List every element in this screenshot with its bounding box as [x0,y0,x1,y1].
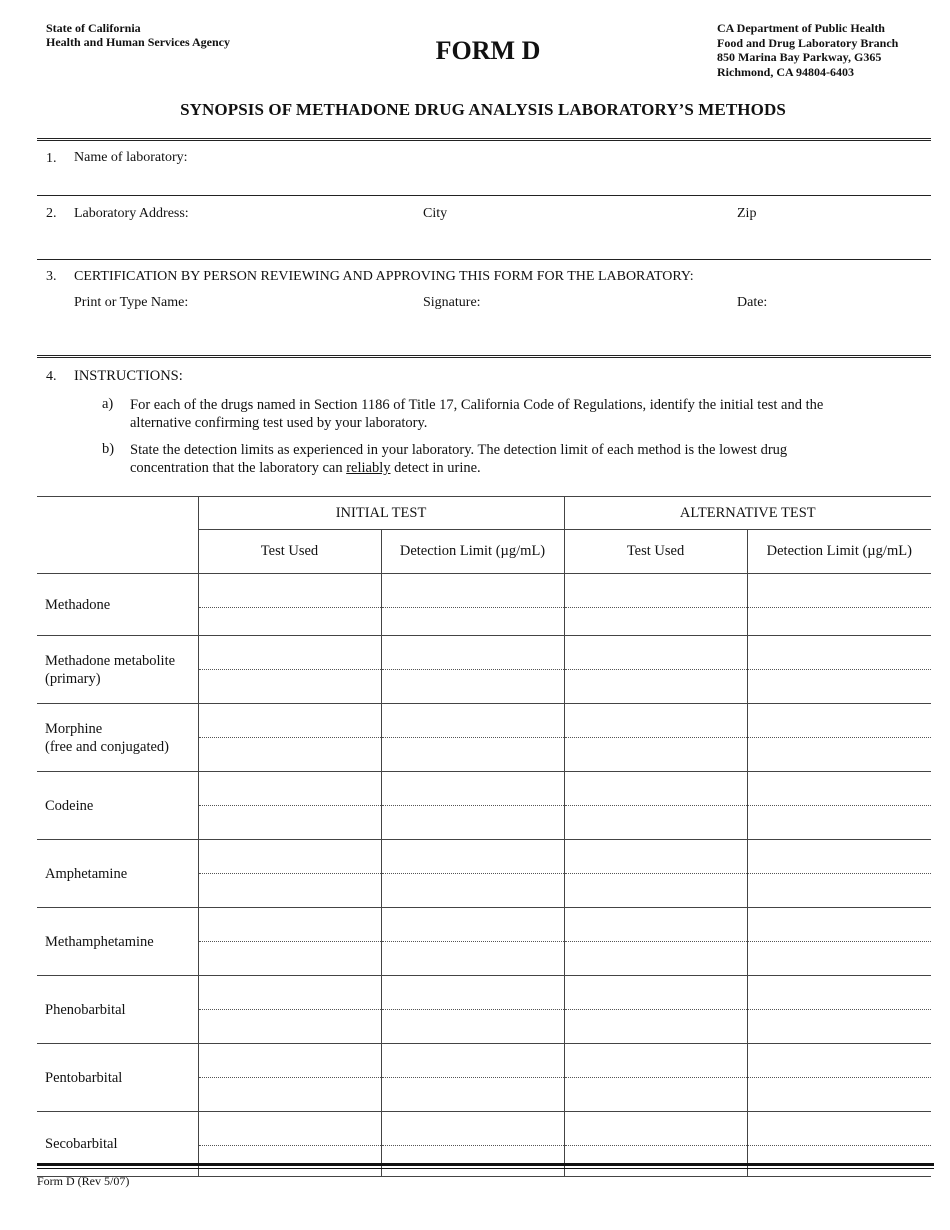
table-row [37,1044,931,1078]
instruction-b-line1: State the detection limits as experienced in your laboratory. The detection limit of each method is the lowest drug [130,442,788,458]
print-name-label: Print or Type Name: [74,295,189,310]
initial-test-used-cell[interactable] [198,806,381,840]
alternative-detection-limit-cell[interactable] [747,738,931,772]
alternative-test-used-cell[interactable] [564,704,747,738]
initial-test-used-cell[interactable] [198,608,381,636]
alternative-test-used-cell[interactable] [564,738,747,772]
initial-detection-limit-cell[interactable] [381,1078,564,1112]
branch-name: Food and Drug Laboratory Branch [717,35,899,50]
section-1-number: 1. [46,151,57,166]
address-city: Richmond, CA 94804-6403 [717,64,855,79]
initial-test-used-cell[interactable] [198,874,381,908]
initial-test-used-cell[interactable] [198,942,381,976]
section-3-number: 3. [46,269,57,284]
instruction-b-letter: b) [102,441,115,457]
instruction-a-line2: alternative confirming test used by your laboratory. [130,415,428,431]
alternative-test-used-cell[interactable] [564,574,747,608]
initial-detection-limit-cell[interactable] [381,1010,564,1044]
alternative-test-used-cell[interactable] [564,1044,747,1078]
initial-test-used-cell[interactable] [198,1010,381,1044]
initial-test-used-cell[interactable] [198,908,381,942]
drug-name [37,908,198,976]
alternative-test-used-cell[interactable] [564,908,747,942]
initial-detection-limit-cell[interactable] [381,806,564,840]
initial-test-used-cell[interactable] [198,772,381,806]
lab-name-label: Name of laboratory: [74,150,188,165]
initial-test-used-cell[interactable] [198,574,381,608]
initial-test-used-cell[interactable] [198,976,381,1010]
drug-name [37,840,198,908]
drug-name [37,574,198,636]
initial-detection-limit-cell[interactable] [381,976,564,1010]
alternative-detection-limit-cell[interactable] [747,772,931,806]
initial-test-used-cell[interactable] [198,704,381,738]
alternative-detection-limit-cell[interactable] [747,976,931,1010]
signature-field[interactable] [490,293,720,333]
instruction-b-line2-pre: concentration that the laboratory can [130,460,347,476]
instruction-a [130,396,900,432]
instruction-a-letter: a) [102,396,114,412]
drug-name-line1: Methamphetamine [45,933,154,950]
alternative-detection-limit-cell[interactable] [747,574,931,608]
section-4-number: 4. [46,369,57,384]
alternative-test-used-header: Test Used [564,530,747,574]
table-row [37,772,931,806]
drug-name [37,704,198,772]
initial-detection-limit-cell[interactable] [381,670,564,704]
lab-address-field[interactable] [200,204,410,226]
alternative-test-header: ALTERNATIVE TEST [564,497,931,530]
alternative-test-used-cell[interactable] [564,1146,747,1177]
print-name-field[interactable] [200,293,410,333]
alternative-detection-limit-cell[interactable] [747,1010,931,1044]
instruction-a-line1: For each of the drugs named in Section 1186 of Title 17, California Code of Regulations, identify the initial test and the [130,397,824,413]
initial-detection-limit-cell[interactable] [381,574,564,608]
zip-label: Zip [737,206,757,221]
drug-name-line1: Methadone metabolite [45,652,176,669]
drug-name-line1: Phenobarbital [45,1001,126,1018]
table-row [37,908,931,942]
alternative-detection-limit-cell[interactable] [747,1146,931,1177]
initial-test-header: INITIAL TEST [198,497,564,530]
table-row [37,840,931,874]
methods-table [37,496,931,1177]
initial-test-used-cell[interactable] [198,1146,381,1177]
instruction-b-line2-post: detect in urine. [390,460,481,476]
initial-detection-limit-cell[interactable] [381,772,564,806]
table-row [37,704,931,738]
initial-detection-limit-cell[interactable] [381,942,564,976]
alternative-detection-limit-cell[interactable] [747,1112,931,1146]
footer-divider [37,1163,934,1169]
department-header [717,21,898,79]
drug-name [37,772,198,840]
drug-name-line1: Morphine [45,720,103,737]
alternative-test-used-cell[interactable] [564,874,747,908]
drug-name [37,636,198,704]
initial-detection-limit-cell[interactable] [381,1112,564,1146]
alternative-test-used-cell[interactable] [564,942,747,976]
initial-test-used-cell[interactable] [198,738,381,772]
agency-name: Health and Human Services Agency [46,35,231,49]
emphasis-reliably: reliably [346,460,391,476]
initial-detection-limit-cell[interactable] [381,608,564,636]
initial-detection-limit-cell[interactable] [381,908,564,942]
instruction-b [130,441,900,477]
lab-name-field[interactable] [200,148,920,170]
alternative-detection-limit-cell[interactable] [747,908,931,942]
alternative-detection-limit-cell[interactable] [747,942,931,976]
alternative-test-used-cell[interactable] [564,670,747,704]
certification-heading: CERTIFICATION BY PERSON REVIEWING AND APPROVING THIS FORM FOR THE LABORATORY: [74,269,694,284]
instruction-b-line2 [130,459,900,477]
drug-name-line1: Pentobarbital [45,1069,123,1086]
table-row [37,976,931,1010]
divider [37,138,931,143]
drug-name [37,1044,198,1112]
initial-test-used-cell[interactable] [198,840,381,874]
divider [37,195,931,196]
drug-name-line1: Codeine [45,797,94,814]
department-name: CA Department of Public Health [717,21,885,35]
alternative-detection-limit-cell[interactable] [747,670,931,704]
alternative-test-used-cell[interactable] [564,636,747,670]
page-title: SYNOPSIS OF METHADONE DRUG ANALYSIS LABORATORY’S METHODS [180,100,786,119]
alternative-test-used-cell[interactable] [564,806,747,840]
initial-test-used-cell[interactable] [198,670,381,704]
alternative-test-used-cell[interactable] [564,840,747,874]
date-label: Date: [737,295,768,310]
alternative-detection-limit-cell[interactable] [747,608,931,636]
alternative-test-used-cell[interactable] [564,1078,747,1112]
alternative-test-used-cell[interactable] [564,1010,747,1044]
city-field[interactable] [460,204,720,226]
address-street: 850 Marina Bay Parkway, G365 [717,50,882,64]
alternative-detection-limit-cell[interactable] [747,874,931,908]
initial-test-used-cell[interactable] [198,1078,381,1112]
divider [37,259,931,260]
section-2-number: 2. [46,206,57,221]
divider [37,355,931,360]
table-row [37,636,931,670]
alternative-detection-limit-cell[interactable] [747,1078,931,1112]
drug-name-line1: Amphetamine [45,865,128,882]
alternative-test-used-cell[interactable] [564,608,747,636]
signature-label: Signature: [423,295,481,310]
alternative-detection-limit-cell[interactable] [747,840,931,874]
initial-test-used-cell[interactable] [198,1112,381,1146]
initial-detection-limit-cell[interactable] [381,1146,564,1177]
lab-address-label: Laboratory Address: [74,206,189,221]
alternative-detection-limit-cell[interactable] [747,636,931,670]
drug-name-line2: (free and conjugated) [45,738,169,755]
state-name: State of California [46,21,141,35]
initial-detection-limit-cell[interactable] [381,840,564,874]
zip-field[interactable] [765,204,915,226]
alternative-detection-limit-header: Detection Limit (µg/mL) [747,530,931,574]
date-field[interactable] [775,293,915,333]
drug-name-line1: Methadone [45,596,111,613]
initial-test-used-header: Test Used [198,530,381,574]
form-title: FORM D [435,36,541,65]
initial-test-used-cell[interactable] [198,1044,381,1078]
initial-detection-limit-header: Detection Limit (µg/mL) [381,530,564,574]
table-row [37,1112,931,1146]
form-revision: Form D (Rev 5/07) [37,1174,130,1188]
initial-detection-limit-cell[interactable] [381,704,564,738]
initial-detection-limit-cell[interactable] [381,636,564,670]
initial-detection-limit-cell[interactable] [381,1044,564,1078]
city-label: City [423,206,448,221]
alternative-test-used-cell[interactable] [564,976,747,1010]
alternative-test-used-cell[interactable] [564,1112,747,1146]
initial-test-used-cell[interactable] [198,636,381,670]
drug-name-line1: Secobarbital [45,1136,118,1152]
alternative-detection-limit-cell[interactable] [747,1044,931,1078]
corner-cell [37,497,198,574]
table-row [37,574,931,608]
drug-name [37,976,198,1044]
alternative-test-used-cell[interactable] [564,772,747,806]
alternative-detection-limit-cell[interactable] [747,806,931,840]
initial-detection-limit-cell[interactable] [381,874,564,908]
drug-name-line2: (primary) [45,670,101,687]
initial-detection-limit-cell[interactable] [381,738,564,772]
alternative-detection-limit-cell[interactable] [747,704,931,738]
instructions-heading: INSTRUCTIONS: [74,368,183,384]
